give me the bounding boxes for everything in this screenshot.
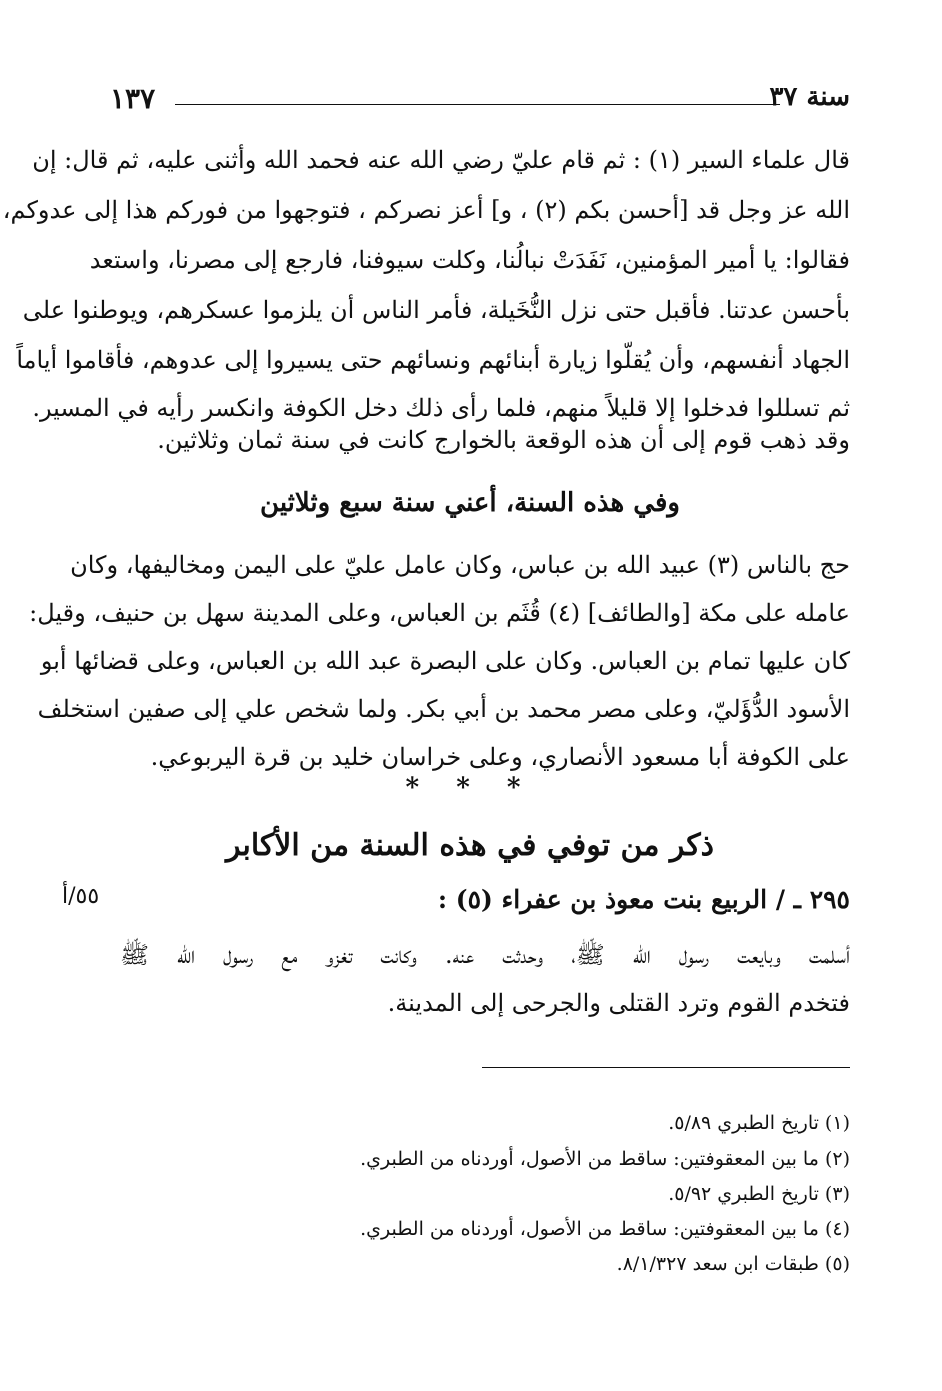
paragraph-line: حج بالناس (٣) عبيد الله بن عباس، وكان عامل عليّ على اليمن ومخاليفها، وكان — [70, 551, 850, 579]
manuscript-folio-ref: ٥٥/أ — [62, 884, 100, 909]
paragraph-line: الأسود الدُّؤَليّ، وعلى مصر محمد بن أبي بكر. ولما شخص علي إلى صفين استخلف — [37, 695, 850, 723]
paragraph-line: ثم تسللوا فدخلوا إلا قليلاً منهم، فلما رأى ذلك دخل الكوفة وانكسر رأيه في المسير. — [32, 394, 850, 422]
footnote: (١) تاريخ الطبري ٥/٨٩. — [668, 1112, 850, 1134]
footnote: (٥) طبقات ابن سعد ٨/١/٣٢٧. — [616, 1253, 850, 1275]
section-separator: * * * — [405, 773, 535, 803]
paragraph-line: الله عز وجل قد [أحسن بكم (٢) ، و] أعز نصركم ، فتوجهوا من فوركم هذا إلى عدوكم، — [2, 196, 850, 224]
paragraph-line: عامله على مكة [والطائف] (٤) قُثَم بن العباس، وعلى المدينة سهل بن حنيف، وقيل: — [29, 599, 850, 627]
paragraph-line: بأحسن عدتنا. فأقبل حتى نزل النُّخَيلة، فأمر الناس أن يلزموا عسكرهم، ويوطنوا على — [22, 296, 850, 324]
header-rule — [175, 104, 780, 105]
page-header — [110, 82, 850, 122]
page-number: ١٣٧ — [110, 82, 156, 115]
entry-title: ٢٩٥ ـ / الربيع بنت معوذ بن عفراء (٥) : — [437, 885, 850, 914]
footnote: (٣) تاريخ الطبري ٥/٩٢. — [668, 1183, 850, 1205]
footnote-rule — [482, 1067, 850, 1068]
paragraph-line: على الكوفة أبا مسعود الأنصاري، وعلى خراسان خليد بن قرة اليربوعي. — [150, 743, 850, 771]
paragraph-line: أسلمت وبايعت رسول الله ﷺ، وحدثت عنه. وكانت تغزو مع رسول الله ﷺ — [120, 941, 850, 969]
footnote: (٤) ما بين المعقوفتين: ساقط من الأصول، أوردناه من الطبري. — [360, 1218, 850, 1240]
footnote: (٢) ما بين المعقوفتين: ساقط من الأصول، أوردناه من الطبري. — [360, 1148, 850, 1170]
running-head-year: سنة ٣٧ — [769, 82, 850, 112]
paragraph-line: فقالوا: يا أمير المؤمنين، نَفَدَتْ نبالُنا، وكلت سيوفنا، فارجع إلى مصرنا، واستعد — [89, 246, 850, 274]
section-heading: وفي هذه السنة، أعني سنة سبع وثلاثين — [260, 488, 680, 518]
paragraph-line: وقد ذهب قوم إلى أن هذه الوقعة بالخوارج كانت في سنة ثمان وثلاثين. — [157, 426, 850, 454]
paragraph-line: فتخدم القوم وترد القتلى والجرحى إلى المدينة. — [387, 989, 850, 1017]
paragraph-line: كان عليها تمام بن العباس. وكان على البصرة عبد الله بن العباس، وعلى قضائها أبو — [40, 647, 850, 675]
paragraph-line: قال علماء السير (١) : ثم قام عليّ رضي الله عنه فحمد الله وأثنى عليه، ثم قال: إن — [32, 146, 850, 174]
paragraph-line: الجهاد أنفسهم، وأن يُقلّوا زيارة أبنائهم ونسائهم حتى يسيروا إلى عدوهم، فأقاموا أياماً — [16, 346, 850, 374]
obituary-heading: ذكر من توفي في هذه السنة من الأكابر — [225, 828, 715, 863]
